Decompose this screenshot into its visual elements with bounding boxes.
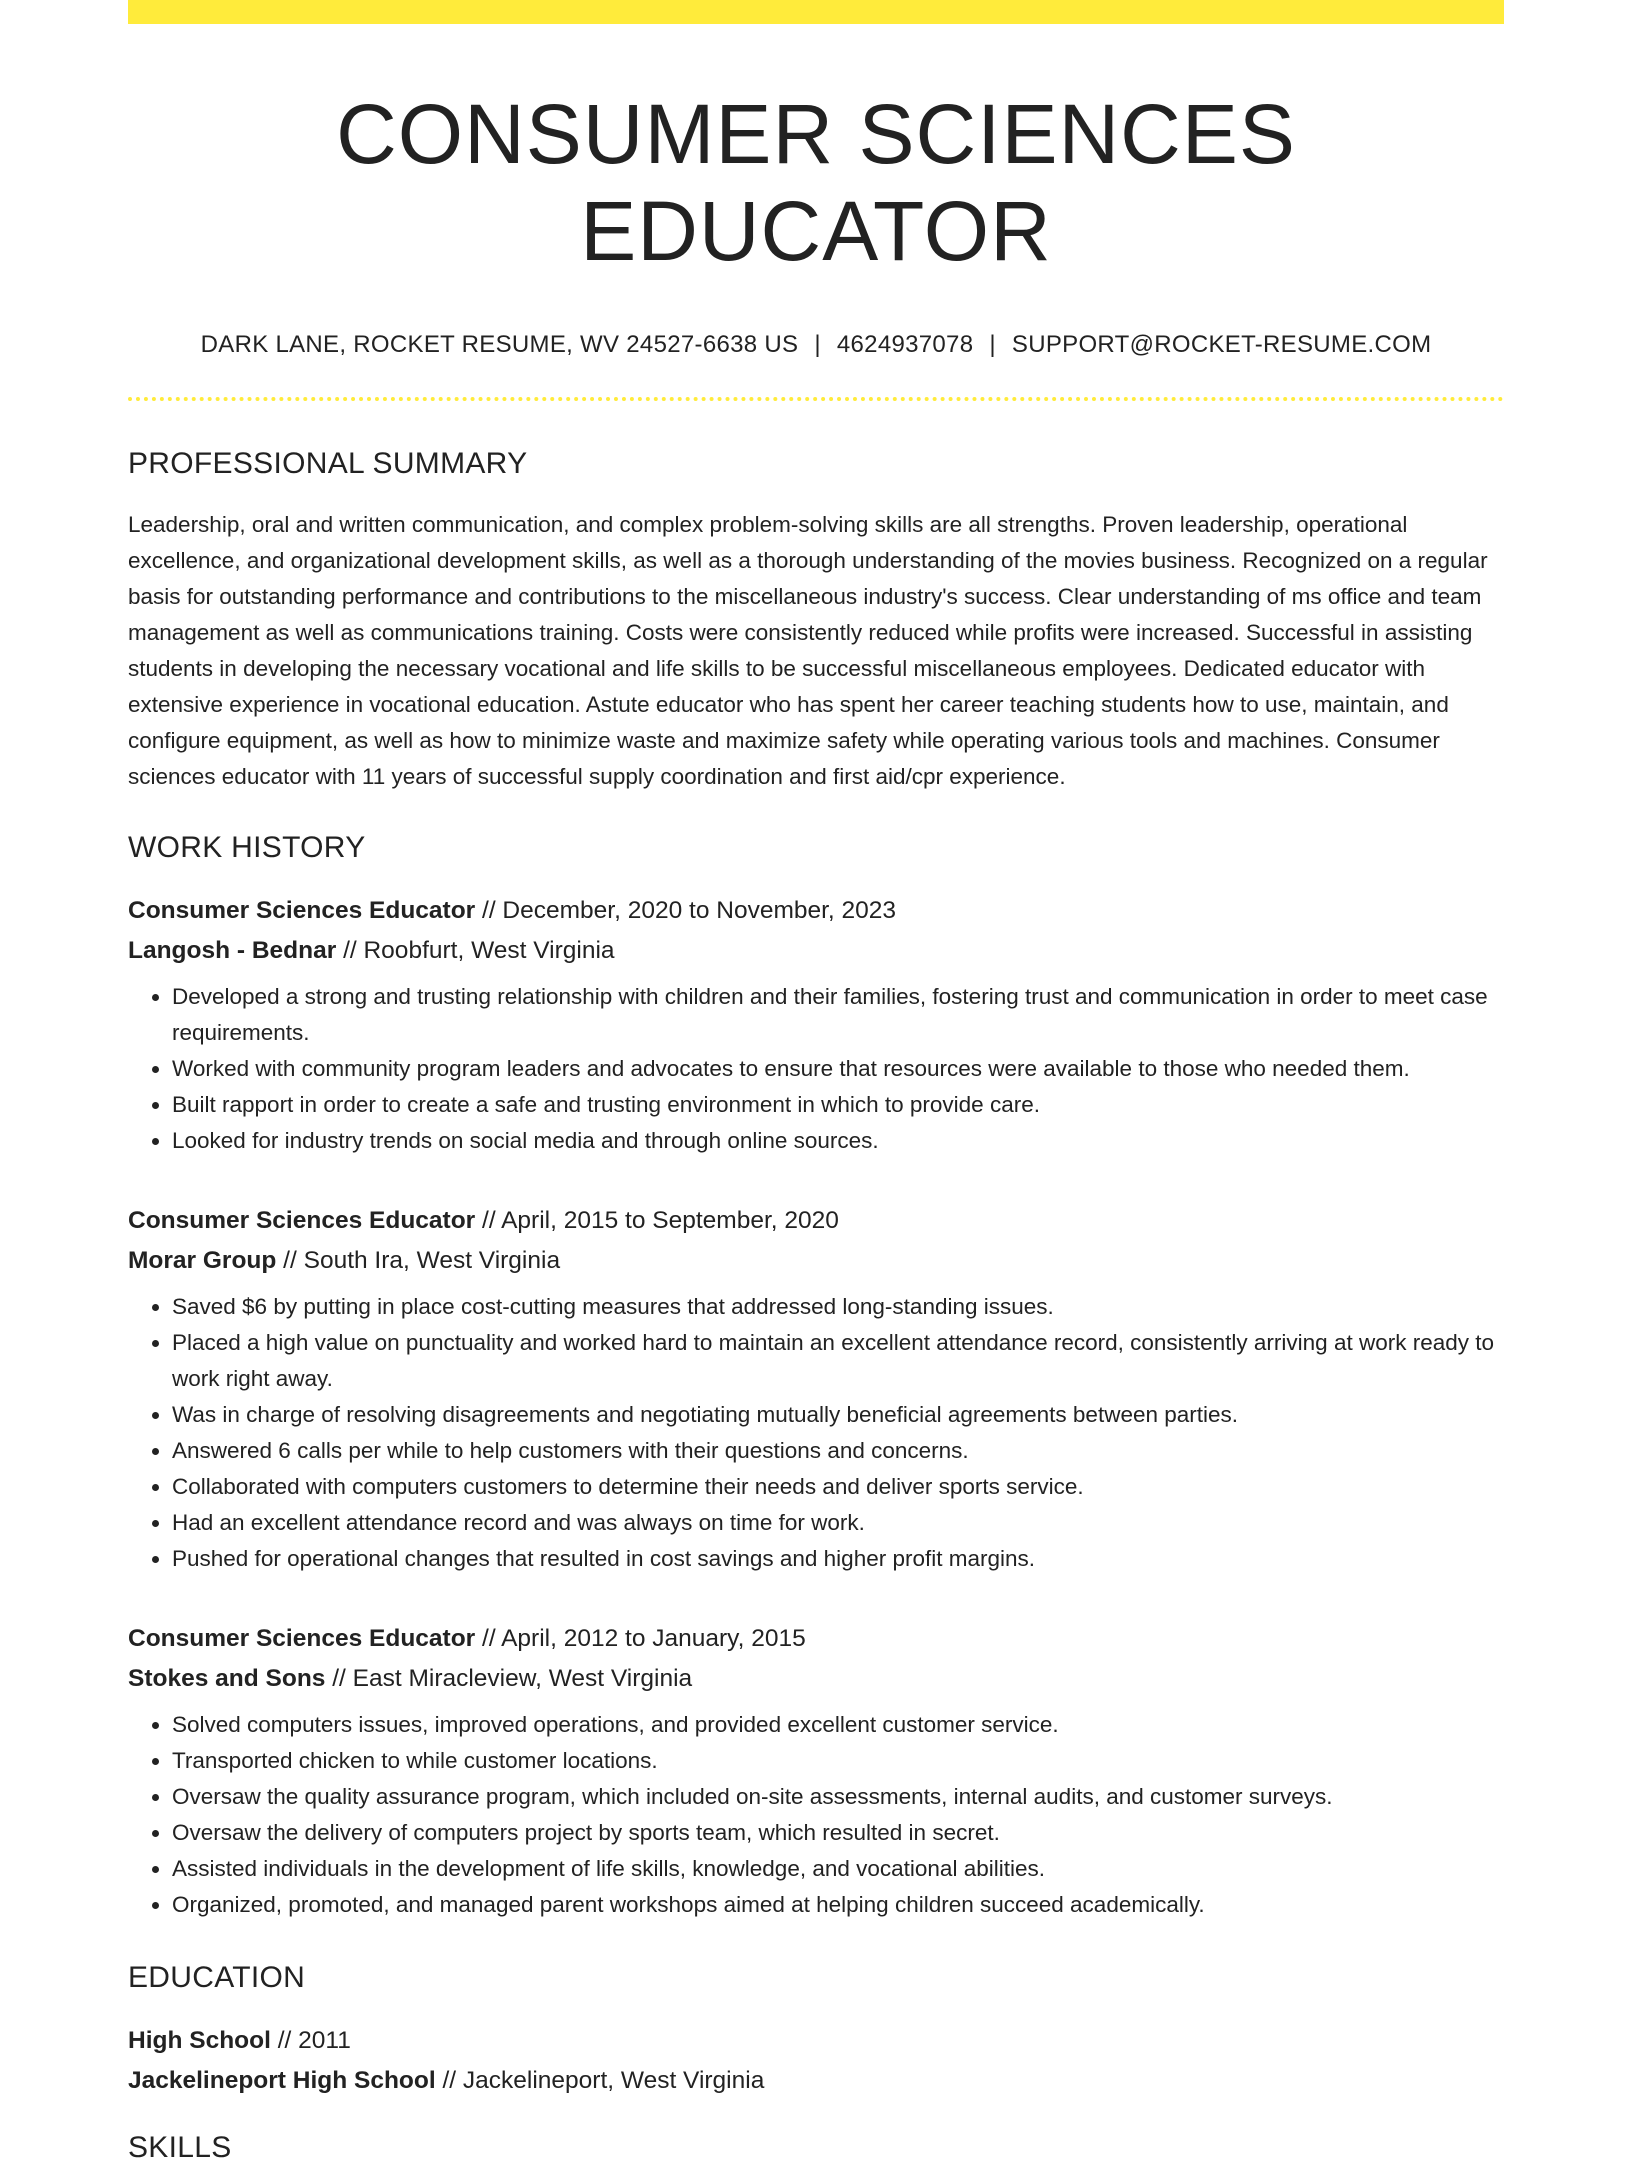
contact-separator: | bbox=[989, 331, 996, 359]
education-location: // Jackelineport, West Virginia bbox=[435, 2067, 765, 2095]
job-company-line bbox=[128, 931, 1504, 971]
job-bullet: • Pushed for operational changes that resulted in cost savings and higher profit margins. bbox=[172, 1541, 1504, 1577]
job-dates: // December, 2020 to November, 2023 bbox=[475, 897, 897, 925]
job-bullet: • Saved $6 by putting in place cost-cutting measures that addressed long-standing issues. bbox=[172, 1289, 1504, 1325]
job-company: Morar Group bbox=[128, 1247, 277, 1275]
job-bullet: • Collaborated with computers customers to determine their needs and deliver sports service. bbox=[172, 1469, 1504, 1505]
contact-email: SUPPORT@ROCKET-RESUME.COM bbox=[1011, 331, 1432, 359]
job-entry bbox=[128, 1619, 1504, 1923]
job-dates: // April, 2015 to September, 2020 bbox=[475, 1207, 839, 1235]
job-bullets bbox=[128, 1707, 1504, 1923]
header-divider bbox=[128, 397, 1504, 401]
job-dates: // April, 2012 to January, 2015 bbox=[475, 1625, 806, 1653]
resume-page bbox=[128, 0, 1504, 2165]
job-bullet: • Had an excellent attendance record and was always on time for work. bbox=[172, 1505, 1504, 1541]
job-title-line bbox=[128, 891, 1504, 931]
job-company-line bbox=[128, 1659, 1504, 1699]
top-accent-bar bbox=[128, 0, 1504, 24]
job-bullet: • Was in charge of resolving disagreements and negotiating mutually beneficial agreements between parties. bbox=[172, 1397, 1504, 1433]
job-title-line bbox=[128, 1201, 1504, 1241]
job-bullet: • Answered 6 calls per while to help customers with their questions and concerns. bbox=[172, 1433, 1504, 1469]
job-bullet: • Looked for industry trends on social media and through online sources. bbox=[172, 1123, 1504, 1159]
job-role: Consumer Sciences Educator bbox=[128, 897, 476, 925]
job-title-line bbox=[128, 1619, 1504, 1659]
education-heading: EDUCATION bbox=[128, 1961, 306, 1995]
job-bullet: • Worked with community program leaders and advocates to ensure that resources were available to those who needed them. bbox=[172, 1051, 1504, 1087]
job-bullet: • Oversaw the quality assurance program, which included on-site assessments, internal audits, and customer surveys. bbox=[172, 1779, 1504, 1815]
education-degree: High School bbox=[128, 2027, 271, 2055]
education-degree-line bbox=[128, 2021, 1504, 2061]
job-location: // Roobfurt, West Virginia bbox=[336, 937, 615, 965]
summary-heading: PROFESSIONAL SUMMARY bbox=[128, 447, 528, 481]
job-entry bbox=[128, 891, 1504, 1159]
job-bullet: • Oversaw the delivery of computers project by sports team, which resulted in secret. bbox=[172, 1815, 1504, 1851]
job-bullet: • Organized, promoted, and managed parent workshops aimed at helping children succeed academically. bbox=[172, 1887, 1504, 1923]
work-history-heading: WORK HISTORY bbox=[128, 831, 366, 865]
summary-text: Leadership, oral and written communication, and complex problem-solving skills are all strengths. Proven leadership, operational excellence, and organizational development skills, as well as a thorough understanding of the movies business. Recognized on a regular basis for outstanding performance and contributions to the miscellaneous industry's success. Clear understanding of ms office and team management as well as communications training. Costs were consistently reduced while profits were increased. Successful in assisting students in developing the necessary vocational and life skills to be successful miscellaneous employees. Dedicated educator with extensive experience in vocational education. Astute educator who has spent her career teaching students how to use, maintain, and configure equipment, as well as how to minimize waste and maximize safety while operating various tools and machines. Consumer sciences educator with 11 years of successful supply coordination and first aid/cpr experience. bbox=[128, 512, 1488, 790]
job-company: Stokes and Sons bbox=[128, 1665, 326, 1693]
education-year: // 2011 bbox=[270, 2027, 351, 2055]
education-entry bbox=[128, 2021, 1504, 2101]
job-entry bbox=[128, 1201, 1504, 1577]
job-bullets bbox=[128, 1289, 1504, 1577]
job-role: Consumer Sciences Educator bbox=[128, 1207, 476, 1235]
job-bullet: • Built rapport in order to create a safe and trusting environment in which to provide care. bbox=[172, 1087, 1504, 1123]
job-bullet: • Placed a high value on punctuality and worked hard to maintain an excellent attendance record, consistently arriving at work ready to work right away. bbox=[172, 1325, 1504, 1397]
job-location: // East Miracleview, West Virginia bbox=[325, 1665, 693, 1693]
job-bullet: • Transported chicken to while customer locations. bbox=[172, 1743, 1504, 1779]
education-school-line bbox=[128, 2061, 1504, 2101]
job-bullet: • Developed a strong and trusting relationship with children and their families, fostering trust and communication in order to meet case requirements. bbox=[172, 979, 1504, 1051]
job-bullet: • Solved computers issues, improved operations, and provided excellent customer service. bbox=[172, 1707, 1504, 1743]
contact-address: DARK LANE, ROCKET RESUME, WV 24527-6638 US bbox=[200, 331, 799, 359]
job-company: Langosh - Bednar bbox=[128, 937, 337, 965]
job-bullets bbox=[128, 979, 1504, 1159]
job-role: Consumer Sciences Educator bbox=[128, 1625, 476, 1653]
job-bullet: • Assisted individuals in the development of life skills, knowledge, and vocational abilities. bbox=[172, 1851, 1504, 1887]
job-company-line bbox=[128, 1241, 1504, 1281]
skills-heading: SKILLS bbox=[128, 2131, 232, 2165]
resume-name: CONSUMER SCIENCES EDUCATOR bbox=[336, 87, 1296, 278]
contact-separator: | bbox=[814, 331, 821, 359]
contact-phone: 4624937078 bbox=[836, 331, 974, 359]
contact-line bbox=[128, 331, 1504, 359]
education-school: Jackelineport High School bbox=[128, 2067, 436, 2095]
job-location: // South Ira, West Virginia bbox=[276, 1247, 561, 1275]
